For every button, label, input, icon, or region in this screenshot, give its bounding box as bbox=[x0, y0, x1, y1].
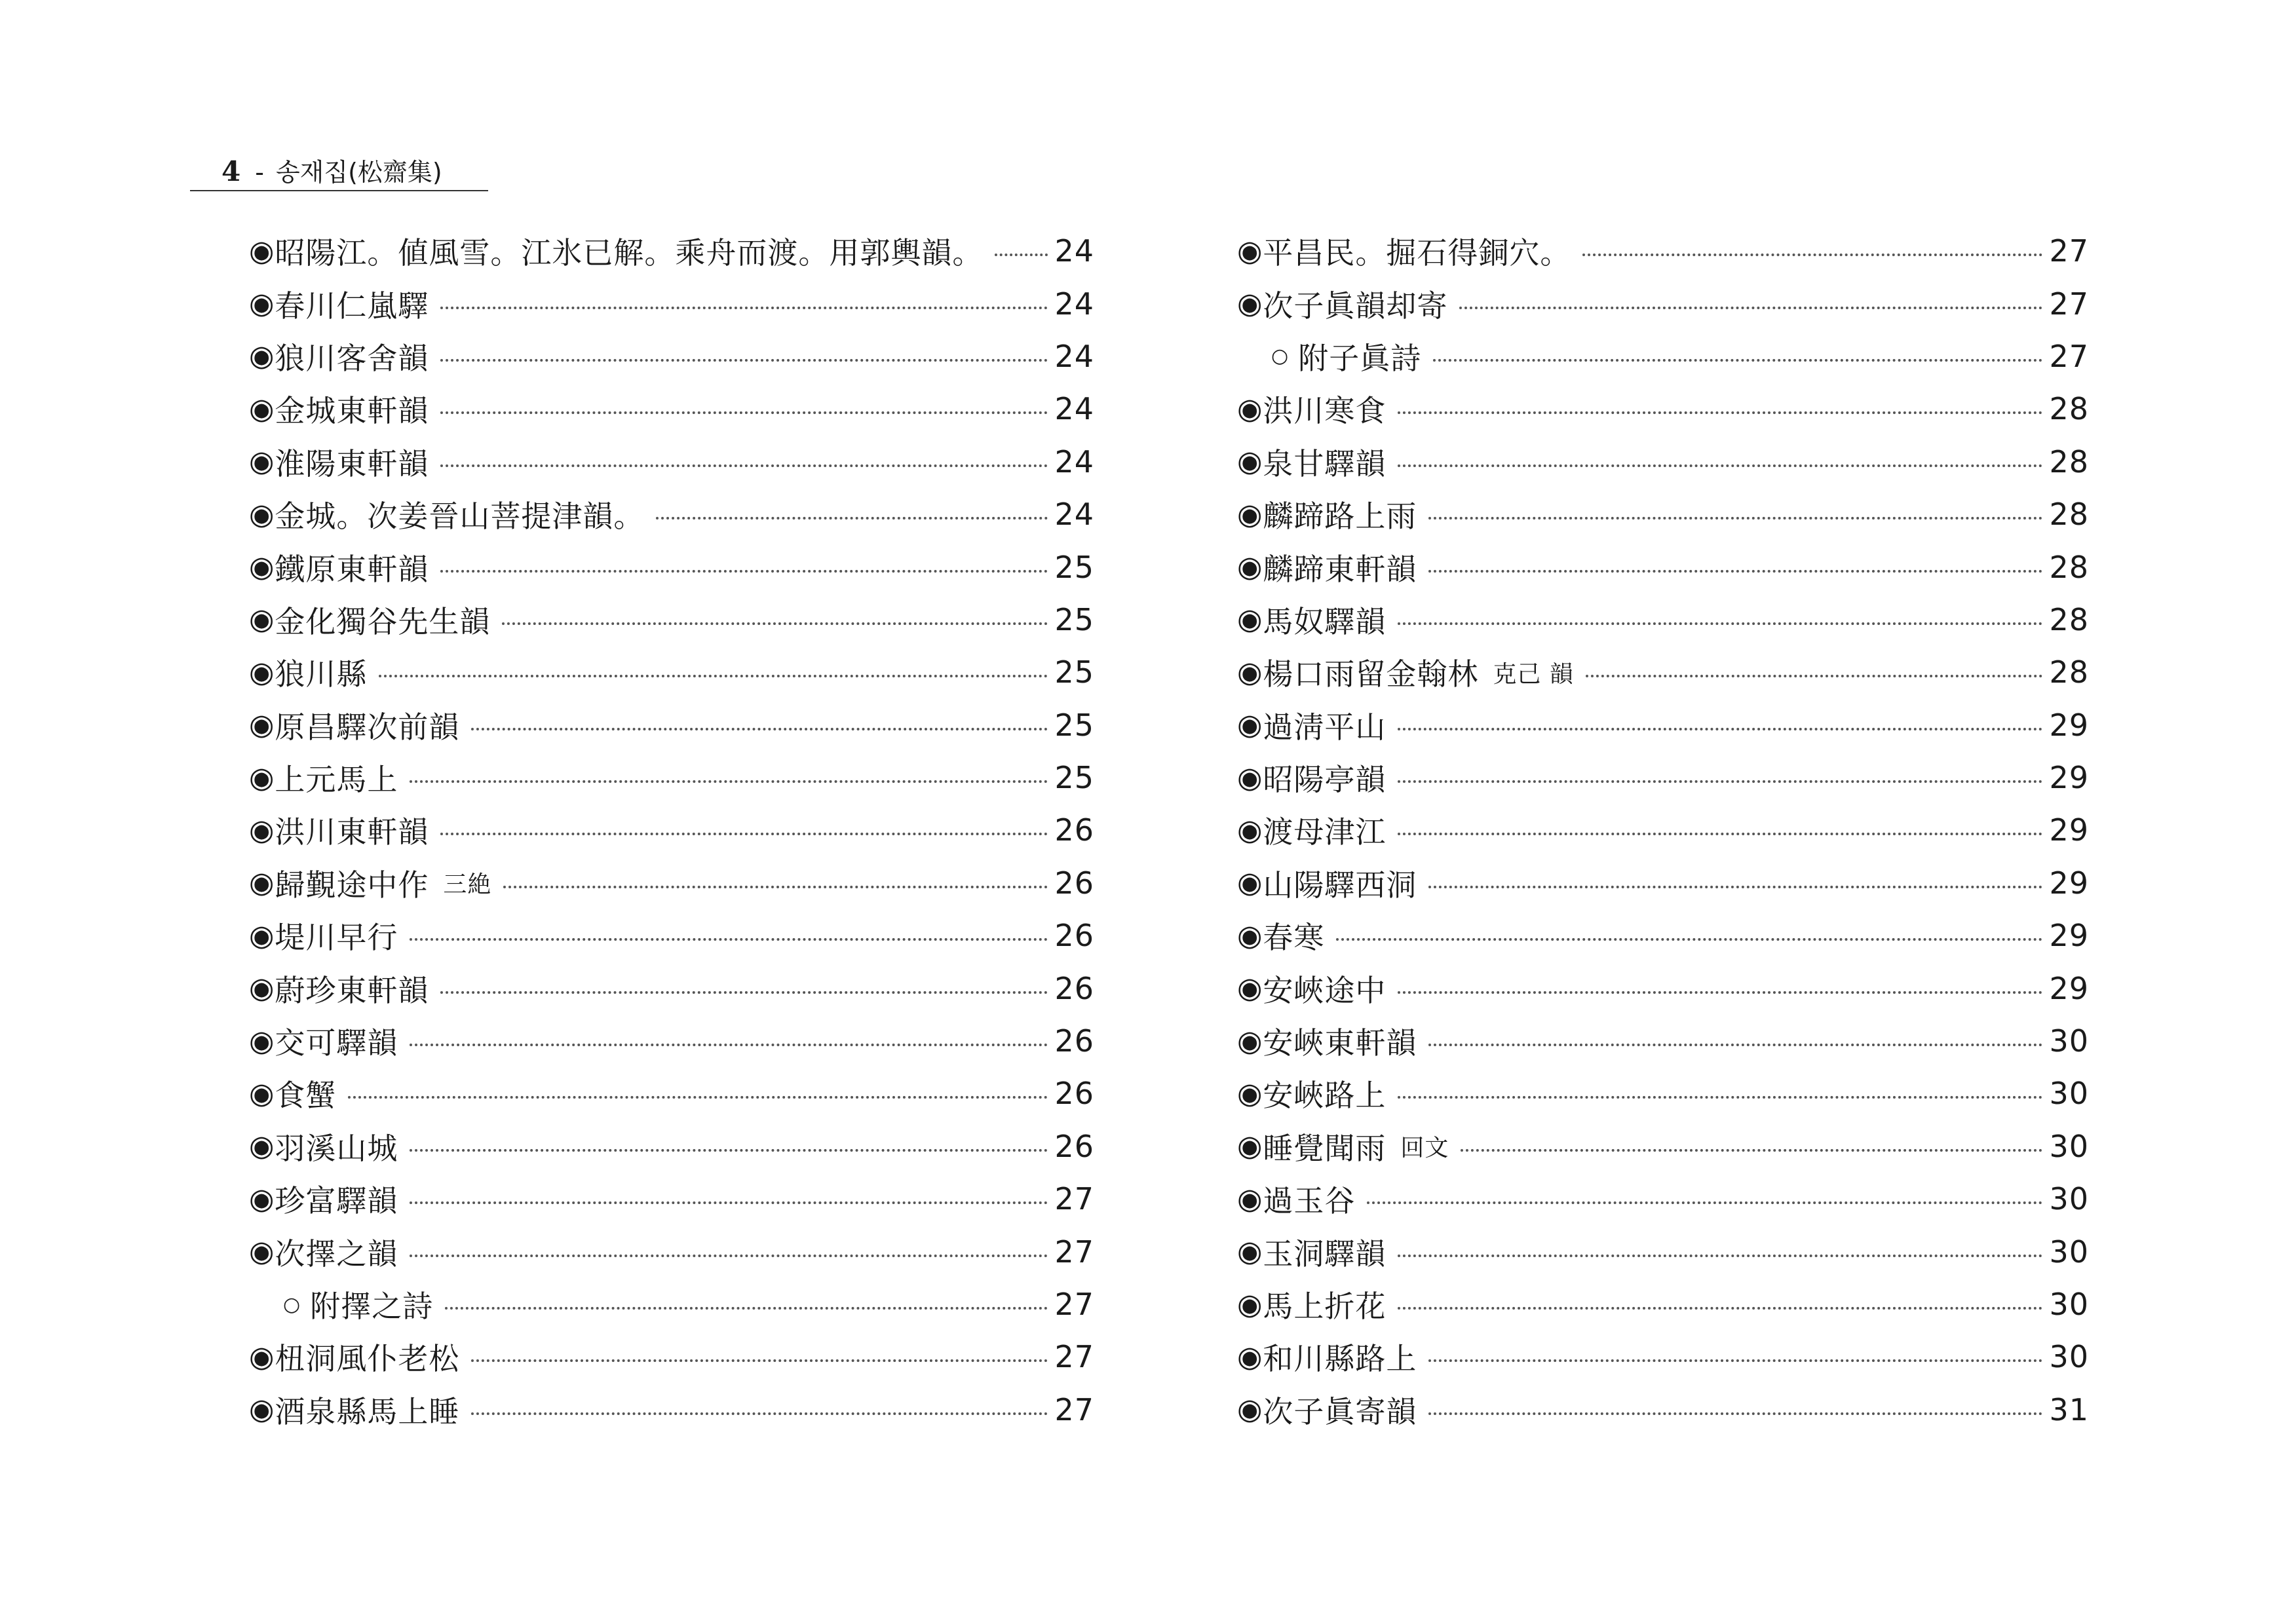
toc-entry bbox=[249, 646, 1094, 698]
entry-page-number: 29 bbox=[2049, 760, 2089, 796]
toc-entry bbox=[249, 330, 1094, 383]
entry-page-number: 27 bbox=[2049, 286, 2089, 322]
toc-entry bbox=[249, 436, 1094, 488]
dot-leader bbox=[502, 622, 1048, 625]
entry-page-number: 26 bbox=[1054, 1076, 1094, 1112]
header-separator: - bbox=[255, 158, 264, 187]
dot-leader bbox=[995, 254, 1048, 256]
entry-page-number: 30 bbox=[2049, 1339, 2089, 1375]
dot-leader bbox=[1398, 411, 2042, 414]
toc-entry bbox=[1237, 1225, 2089, 1277]
entry-title: 平昌民。掘石得銅穴。 bbox=[1263, 235, 1571, 271]
entry-title: 過玉谷 bbox=[1263, 1183, 1356, 1219]
toc-entry bbox=[1237, 1331, 2089, 1383]
toc-entry bbox=[249, 1173, 1094, 1225]
hollow-circle-bullet-icon: ○ bbox=[283, 1293, 301, 1316]
entry-page-number: 25 bbox=[1054, 707, 1094, 743]
filled-circle-bullet-icon: ◉ bbox=[249, 497, 275, 531]
toc-entry bbox=[1237, 699, 2089, 751]
entry-page-number: 26 bbox=[1054, 1023, 1094, 1059]
entry-page-number: 24 bbox=[1054, 286, 1094, 322]
dot-leader bbox=[440, 464, 1048, 467]
filled-circle-bullet-icon: ◉ bbox=[1237, 603, 1263, 637]
toc-left-column bbox=[249, 225, 1094, 1436]
entry-title: 金城東軒韻 bbox=[275, 393, 429, 429]
filled-circle-bullet-icon: ◉ bbox=[1237, 1076, 1263, 1110]
entry-title: 羽溪山城 bbox=[275, 1130, 398, 1166]
toc-entry bbox=[1237, 436, 2089, 488]
toc-entry bbox=[1237, 594, 2089, 646]
entry-page-number: 24 bbox=[1054, 444, 1094, 480]
entry-title: 次擇之韻 bbox=[275, 1236, 398, 1272]
toc-entry bbox=[1237, 1384, 2089, 1436]
entry-title: 交可驛韻 bbox=[275, 1025, 398, 1061]
toc-entry bbox=[249, 225, 1094, 277]
dot-leader bbox=[348, 1096, 1048, 1099]
toc-right-column bbox=[1237, 225, 2089, 1436]
toc-entry bbox=[1237, 488, 2089, 540]
entry-page-number: 30 bbox=[2049, 1234, 2089, 1270]
entry-page-number: 28 bbox=[2049, 654, 2089, 690]
entry-title: 麟蹄路上雨 bbox=[1263, 499, 1417, 535]
entry-page-number: 29 bbox=[2049, 707, 2089, 743]
entry-title: 歸覲途中作 bbox=[275, 867, 429, 903]
entry-page-number: 26 bbox=[1054, 970, 1094, 1006]
dot-leader bbox=[656, 517, 1048, 519]
toc-sub-entry bbox=[1237, 330, 2089, 383]
entry-page-number: 30 bbox=[2049, 1287, 2089, 1322]
entry-title: 安峽途中 bbox=[1263, 972, 1387, 1008]
toc-entry bbox=[249, 1120, 1094, 1173]
entry-page-number: 29 bbox=[2049, 918, 2089, 954]
entry-page-number: 24 bbox=[1054, 497, 1094, 533]
dot-leader bbox=[1398, 622, 2042, 625]
dot-leader bbox=[1398, 728, 2042, 730]
filled-circle-bullet-icon: ◉ bbox=[1237, 445, 1263, 479]
dot-leader bbox=[445, 1307, 1048, 1310]
toc-entry bbox=[249, 1015, 1094, 1067]
entry-page-number: 27 bbox=[1054, 1234, 1094, 1270]
filled-circle-bullet-icon: ◉ bbox=[249, 1340, 275, 1374]
filled-circle-bullet-icon: ◉ bbox=[249, 708, 275, 742]
toc-entry bbox=[1237, 1067, 2089, 1120]
filled-circle-bullet-icon: ◉ bbox=[1237, 655, 1263, 689]
filled-circle-bullet-icon: ◉ bbox=[1237, 550, 1263, 584]
filled-circle-bullet-icon: ◉ bbox=[249, 445, 275, 479]
entry-page-number: 28 bbox=[2049, 444, 2089, 480]
entry-page-number: 25 bbox=[1054, 601, 1094, 637]
toc-entry bbox=[249, 1331, 1094, 1383]
toc-entry bbox=[249, 1067, 1094, 1120]
filled-circle-bullet-icon: ◉ bbox=[249, 234, 275, 268]
entry-title: 春川仁嵐驛 bbox=[275, 288, 429, 324]
toc-entry bbox=[1237, 857, 2089, 909]
entry-page-number: 24 bbox=[1054, 391, 1094, 427]
dot-leader bbox=[1398, 1255, 2042, 1257]
toc-entry bbox=[249, 1384, 1094, 1436]
entry-title: 狼川客舍韻 bbox=[275, 340, 429, 376]
entry-title: 安峽路上 bbox=[1263, 1078, 1387, 1114]
filled-circle-bullet-icon: ◉ bbox=[1237, 813, 1263, 847]
dot-leader bbox=[440, 570, 1048, 573]
entry-title: 洪川寒食 bbox=[1263, 393, 1387, 429]
toc-entry bbox=[1237, 804, 2089, 856]
toc-entry bbox=[1237, 1120, 2089, 1173]
dot-leader bbox=[1433, 359, 2042, 362]
entry-title: 狼川縣 bbox=[275, 656, 368, 692]
filled-circle-bullet-icon: ◉ bbox=[1237, 1024, 1263, 1058]
toc-entry bbox=[1237, 277, 2089, 330]
toc-entry bbox=[1237, 751, 2089, 804]
dot-leader bbox=[1461, 1149, 2042, 1152]
toc-entry bbox=[249, 699, 1094, 751]
dot-leader bbox=[1428, 1044, 2042, 1046]
filled-circle-bullet-icon: ◉ bbox=[1237, 234, 1263, 268]
filled-circle-bullet-icon: ◉ bbox=[249, 1129, 275, 1163]
dot-leader bbox=[440, 833, 1048, 835]
filled-circle-bullet-icon: ◉ bbox=[1237, 1287, 1263, 1321]
entry-page-number: 29 bbox=[2049, 865, 2089, 901]
dot-leader bbox=[1398, 1307, 2042, 1310]
filled-circle-bullet-icon: ◉ bbox=[1237, 761, 1263, 795]
toc-entry bbox=[249, 857, 1094, 909]
filled-circle-bullet-icon: ◉ bbox=[1237, 497, 1263, 531]
toc-entry bbox=[249, 1225, 1094, 1277]
toc-entry bbox=[249, 277, 1094, 330]
entry-page-number: 30 bbox=[2049, 1023, 2089, 1059]
dot-leader bbox=[471, 728, 1048, 730]
toc-entry bbox=[249, 540, 1094, 593]
filled-circle-bullet-icon: ◉ bbox=[1237, 1393, 1263, 1427]
dot-leader bbox=[440, 359, 1048, 362]
entry-page-number: 25 bbox=[1054, 549, 1094, 585]
entry-title: 馬上折花 bbox=[1263, 1289, 1387, 1324]
entry-page-number: 28 bbox=[2049, 391, 2089, 427]
toc-entry bbox=[1237, 225, 2089, 277]
entry-title: 淮陽東軒韻 bbox=[275, 445, 429, 482]
entry-page-number: 26 bbox=[1054, 918, 1094, 954]
dot-leader bbox=[1398, 1096, 2042, 1099]
entry-title: 蔚珍東軒韻 bbox=[275, 972, 429, 1008]
entry-page-number: 29 bbox=[2049, 812, 2089, 848]
entry-annotation: 克己 韻 bbox=[1493, 660, 1574, 688]
entry-title: 過淸平山 bbox=[1263, 709, 1387, 745]
toc-entry bbox=[249, 909, 1094, 962]
entry-page-number: 26 bbox=[1054, 865, 1094, 901]
filled-circle-bullet-icon: ◉ bbox=[249, 866, 275, 900]
dot-leader bbox=[1428, 886, 2042, 888]
filled-circle-bullet-icon: ◉ bbox=[249, 972, 275, 1006]
filled-circle-bullet-icon: ◉ bbox=[249, 287, 275, 321]
book-title: 송재집(松齋集) bbox=[275, 158, 442, 187]
toc-entry bbox=[1237, 909, 2089, 962]
dot-leader bbox=[471, 1412, 1048, 1415]
entry-page-number: 24 bbox=[1054, 233, 1094, 269]
dot-leader bbox=[1459, 307, 2042, 309]
dot-leader bbox=[1582, 254, 2042, 256]
entry-page-number: 27 bbox=[1054, 1287, 1094, 1322]
dot-leader bbox=[1398, 833, 2042, 835]
entry-title: 堤川早行 bbox=[275, 920, 398, 956]
dot-leader bbox=[471, 1359, 1048, 1362]
entry-title: 附子眞詩 bbox=[1298, 340, 1422, 376]
filled-circle-bullet-icon: ◉ bbox=[1237, 392, 1263, 426]
entry-title: 附擇之詩 bbox=[310, 1289, 434, 1324]
filled-circle-bullet-icon: ◉ bbox=[1237, 708, 1263, 742]
entry-title: 麟蹄東軒韻 bbox=[1263, 551, 1417, 587]
filled-circle-bullet-icon: ◉ bbox=[1237, 1235, 1263, 1269]
entry-title: 金化獨谷先生韻 bbox=[275, 603, 491, 639]
entry-page-number: 27 bbox=[2049, 233, 2089, 269]
filled-circle-bullet-icon: ◉ bbox=[1237, 1129, 1263, 1163]
entry-title: 杻洞風仆老松 bbox=[275, 1341, 460, 1377]
entry-annotation: 回文 bbox=[1400, 1135, 1449, 1162]
toc-entry bbox=[249, 383, 1094, 435]
dot-leader bbox=[410, 1044, 1048, 1046]
filled-circle-bullet-icon: ◉ bbox=[249, 761, 275, 795]
toc-entry bbox=[1237, 540, 2089, 593]
toc-entry bbox=[249, 488, 1094, 540]
entry-title: 安峽東軒韻 bbox=[1263, 1025, 1417, 1061]
toc-entry bbox=[249, 804, 1094, 856]
filled-circle-bullet-icon: ◉ bbox=[1237, 972, 1263, 1006]
entry-title: 金城。次姜晉山菩提津韻。 bbox=[275, 499, 645, 535]
page-number: 4 bbox=[221, 155, 241, 187]
toc-entry bbox=[1237, 1015, 2089, 1067]
filled-circle-bullet-icon: ◉ bbox=[249, 550, 275, 584]
dot-leader bbox=[1398, 780, 2042, 783]
entry-title: 次子眞寄韻 bbox=[1263, 1393, 1417, 1429]
entry-title: 食蟹 bbox=[275, 1078, 337, 1114]
entry-page-number: 27 bbox=[2049, 338, 2089, 374]
dot-leader bbox=[1428, 517, 2042, 519]
entry-page-number: 28 bbox=[2049, 497, 2089, 533]
filled-circle-bullet-icon: ◉ bbox=[249, 339, 275, 373]
entry-title: 山陽驛西洞 bbox=[1263, 867, 1417, 903]
entry-page-number: 26 bbox=[1054, 812, 1094, 848]
entry-title: 昭陽江。値風雪。江氷已解。乘舟而渡。用郭輿韻。 bbox=[275, 235, 984, 271]
entry-title: 渡母津江 bbox=[1263, 814, 1387, 850]
entry-page-number: 30 bbox=[2049, 1181, 2089, 1217]
toc-entry bbox=[1237, 962, 2089, 1014]
entry-title: 次子眞韻却寄 bbox=[1263, 288, 1448, 324]
entry-page-number: 27 bbox=[1054, 1339, 1094, 1375]
dot-leader bbox=[440, 307, 1048, 309]
entry-title: 楊口雨留金翰林 bbox=[1263, 656, 1479, 692]
filled-circle-bullet-icon: ◉ bbox=[1237, 1340, 1263, 1374]
toc-entry bbox=[249, 962, 1094, 1014]
entry-title: 洪川東軒韻 bbox=[275, 814, 429, 850]
filled-circle-bullet-icon: ◉ bbox=[1237, 287, 1263, 321]
filled-circle-bullet-icon: ◉ bbox=[249, 1076, 275, 1110]
dot-leader bbox=[503, 886, 1048, 888]
hollow-circle-bullet-icon: ○ bbox=[1271, 345, 1290, 368]
dot-leader bbox=[379, 675, 1048, 677]
entry-title: 春寒 bbox=[1263, 920, 1325, 956]
filled-circle-bullet-icon: ◉ bbox=[249, 1182, 275, 1216]
entry-title: 昭陽亭韻 bbox=[1263, 762, 1387, 798]
entry-page-number: 28 bbox=[2049, 601, 2089, 637]
entry-title: 鐵原東軒韻 bbox=[275, 551, 429, 587]
dot-leader bbox=[410, 1149, 1048, 1152]
dot-leader bbox=[440, 991, 1048, 994]
running-header bbox=[190, 152, 488, 191]
dot-leader bbox=[410, 1255, 1048, 1257]
entry-annotation: 三絶 bbox=[443, 871, 492, 899]
entry-page-number: 27 bbox=[1054, 1391, 1094, 1427]
dot-leader bbox=[410, 1201, 1048, 1204]
toc-sub-entry bbox=[249, 1278, 1094, 1331]
dot-leader bbox=[1336, 938, 2042, 941]
toc-entry bbox=[249, 594, 1094, 646]
dot-leader bbox=[1367, 1201, 2042, 1204]
filled-circle-bullet-icon: ◉ bbox=[249, 392, 275, 426]
dot-leader bbox=[410, 938, 1048, 941]
entry-page-number: 25 bbox=[1054, 760, 1094, 796]
toc-entry bbox=[249, 751, 1094, 804]
dot-leader bbox=[440, 411, 1048, 414]
filled-circle-bullet-icon: ◉ bbox=[249, 1393, 275, 1427]
entry-title: 珍富驛韻 bbox=[275, 1183, 398, 1219]
entry-title: 上元馬上 bbox=[275, 762, 398, 798]
entry-title: 玉洞驛韻 bbox=[1263, 1236, 1387, 1272]
filled-circle-bullet-icon: ◉ bbox=[249, 813, 275, 847]
filled-circle-bullet-icon: ◉ bbox=[1237, 866, 1263, 900]
filled-circle-bullet-icon: ◉ bbox=[249, 655, 275, 689]
entry-title: 酒泉縣馬上睡 bbox=[275, 1393, 460, 1429]
entry-title: 原昌驛次前韻 bbox=[275, 709, 460, 745]
entry-title: 馬奴驛韻 bbox=[1263, 603, 1387, 639]
entry-title: 和川縣路上 bbox=[1263, 1341, 1417, 1377]
dot-leader bbox=[1428, 570, 2042, 573]
entry-page-number: 26 bbox=[1054, 1128, 1094, 1164]
filled-circle-bullet-icon: ◉ bbox=[249, 918, 275, 953]
entry-title: 泉甘驛韻 bbox=[1263, 445, 1387, 482]
toc-entry bbox=[1237, 646, 2089, 698]
toc-entry bbox=[1237, 1278, 2089, 1331]
entry-page-number: 24 bbox=[1054, 338, 1094, 374]
dot-leader bbox=[1398, 991, 2042, 994]
filled-circle-bullet-icon: ◉ bbox=[1237, 1182, 1263, 1216]
toc-entry bbox=[1237, 1173, 2089, 1225]
filled-circle-bullet-icon: ◉ bbox=[249, 1024, 275, 1058]
entry-page-number: 29 bbox=[2049, 970, 2089, 1006]
filled-circle-bullet-icon: ◉ bbox=[249, 1235, 275, 1269]
filled-circle-bullet-icon: ◉ bbox=[1237, 918, 1263, 953]
entry-page-number: 31 bbox=[2049, 1391, 2089, 1427]
entry-title: 睡覺聞雨 bbox=[1263, 1130, 1387, 1166]
toc-entry bbox=[1237, 383, 2089, 435]
dot-leader bbox=[1586, 675, 2043, 677]
entry-page-number: 30 bbox=[2049, 1128, 2089, 1164]
filled-circle-bullet-icon: ◉ bbox=[249, 603, 275, 637]
dot-leader bbox=[1398, 464, 2042, 467]
entry-page-number: 27 bbox=[1054, 1181, 1094, 1217]
entry-page-number: 28 bbox=[2049, 549, 2089, 585]
entry-page-number: 25 bbox=[1054, 654, 1094, 690]
entry-page-number: 30 bbox=[2049, 1076, 2089, 1112]
dot-leader bbox=[1428, 1412, 2042, 1415]
dot-leader bbox=[1428, 1359, 2042, 1362]
dot-leader bbox=[410, 780, 1048, 783]
